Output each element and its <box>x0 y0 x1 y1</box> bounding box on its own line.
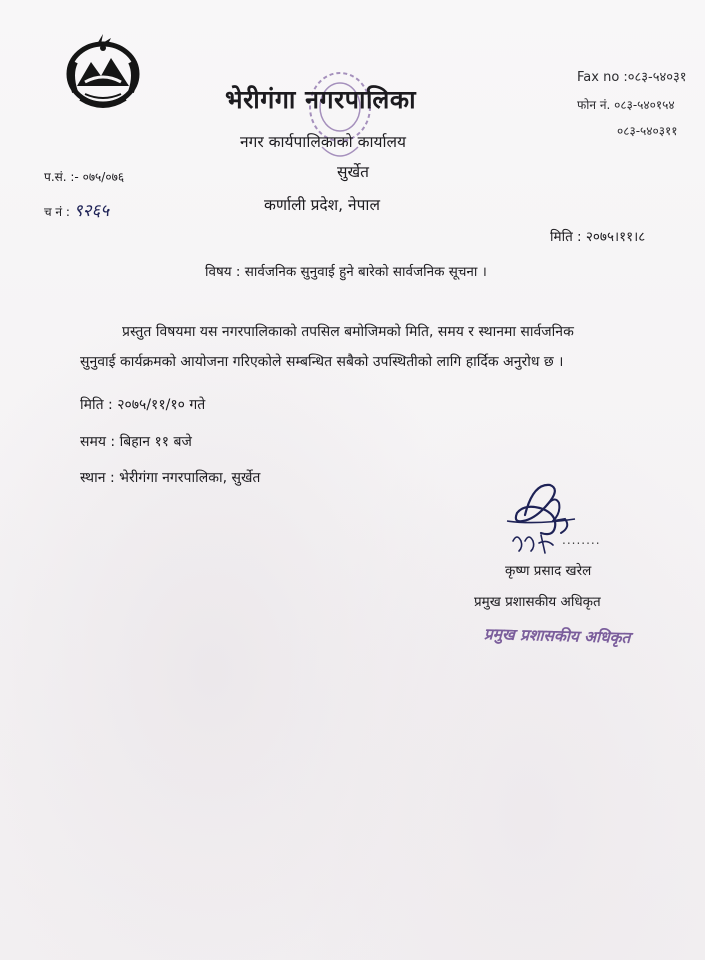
chana-value: ९२६५ <box>73 201 110 221</box>
province-name: कर्णाली प्रदेश, नेपाल <box>264 196 380 214</box>
body-line-2: सुनुवाई कार्यक्रमको आयोजना गरिएकोले सम्बन्धित सबैको उपस्थितीको लागि हार्दिक अनुरोध छ । <box>80 354 564 370</box>
patra-sankhya <box>44 168 124 185</box>
ps-value: ०७५/०७६ <box>82 170 125 184</box>
body-line-1: प्रस्तुत विषयमा यस नगरपालिकाको तपसिल बमोजिमको मिति, समय र स्थानमा सार्वजनिक <box>122 324 574 340</box>
signatory-name: कृष्ण प्रसाद खरेल <box>505 563 592 579</box>
municipality-title: भेरीगंगा नगरपालिका <box>225 85 417 114</box>
event-date: मिति : २०७५/११/१० गते <box>80 397 206 413</box>
event-time: समय : बिहान ११ बजे <box>80 434 192 450</box>
city-name: सुर्खेत <box>337 163 369 181</box>
signature-icon <box>495 475 605 570</box>
chana-label: च नं : <box>44 205 70 219</box>
letter-date: मिति : २०७५।११।८ <box>550 229 646 245</box>
letter-subject: विषय : सार्वजनिक सुनुवाई हुने बारेको सार्वजनिक सूचना । <box>205 264 487 280</box>
event-place: स्थान : भेरीगंगा नगरपालिका, सुर्खेत <box>80 470 261 486</box>
official-stamp: प्रमुख प्रशासकीय अधिकृत <box>483 625 631 647</box>
ps-label: प.सं. :- <box>44 170 79 184</box>
fax-number: Fax no :०८३-५४०३१ <box>577 70 687 85</box>
office-name: नगर कार्यपालिकाको कार्यालय <box>240 133 407 151</box>
signatory-position: प्रमुख प्रशासकीय अधिकृत <box>474 594 601 610</box>
signature-dots: ........ <box>562 533 601 547</box>
phone-number-2: ०८३-५४०३११ <box>617 124 678 138</box>
chalani-number <box>44 198 109 221</box>
nepal-emblem-icon <box>55 32 151 114</box>
phone-number-1: फोन नं. ०८३-५४०१५४ <box>577 98 675 112</box>
